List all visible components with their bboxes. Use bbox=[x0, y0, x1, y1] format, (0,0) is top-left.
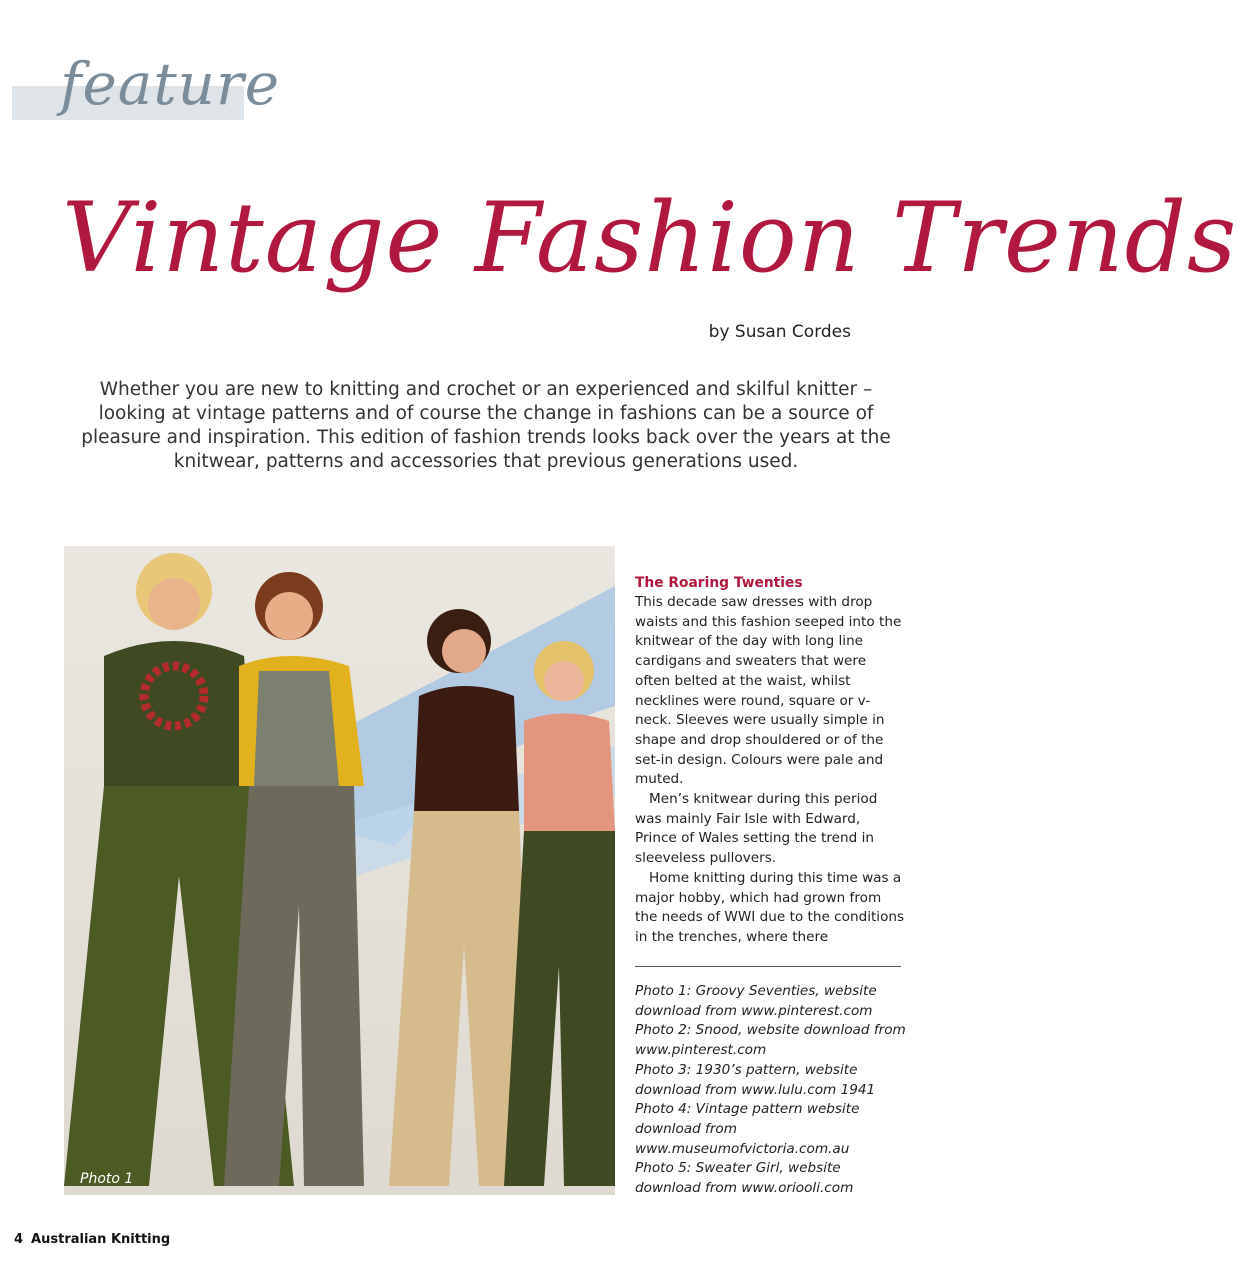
caption-item: Photo 3: 1930’s pattern, website download from www.lulu.com 1941 bbox=[635, 1061, 876, 1098]
page-number: 4 bbox=[14, 1232, 24, 1247]
page-title: Vintage Fashion Trends bbox=[62, 182, 1237, 294]
fashion-photo bbox=[64, 546, 615, 1195]
page-footer bbox=[14, 1232, 170, 1247]
photo-captions bbox=[635, 982, 907, 1199]
caption-item: Photo 2: Snood, website download from www.pinterest.com bbox=[635, 1022, 906, 1059]
article-heading: The Roaring Twenties bbox=[635, 575, 803, 591]
byline: by Susan Cordes bbox=[708, 322, 851, 342]
caption-item: Photo 4: Vintage pattern website download from www.museumofvictoria.com.au bbox=[635, 1101, 860, 1157]
article-paragraph: Home knitting during this time was a major hobby, which had grown from the needs of WWI due to the conditions in the trenches, where there bbox=[635, 869, 905, 945]
article-paragraph: Men’s knitwear during this period was mainly Fair Isle with Edward, Prince of Wales setting the trend in sleeveless pullovers. bbox=[635, 791, 878, 867]
section-label: feature bbox=[60, 50, 281, 118]
seventies-fashion-illustration bbox=[64, 546, 615, 1195]
photo-label: Photo 1 bbox=[80, 1171, 134, 1187]
caption-item: Photo 5: Sweater Girl, website download from www.oriooli.com bbox=[635, 1160, 854, 1197]
article-column bbox=[635, 573, 905, 948]
publication-name: Australian Knitting bbox=[31, 1232, 171, 1247]
intro-paragraph: Whether you are new to knitting and crochet or an experienced and skilful knitter – looking at vintage patterns and of course the change in fashions can be a source of pleasure and inspiration. This edition of fashion trends looks back over the years at the knitwear, patterns and accessories that previous generations used. bbox=[81, 379, 891, 472]
caption-item: Photo 1: Groovy Seventies, website download from www.pinterest.com bbox=[635, 983, 877, 1019]
divider bbox=[635, 966, 901, 967]
article-paragraph: This decade saw dresses with drop waists and this fashion seeped into the knitwear of the day with long line cardigans and sweaters that were often belted at the waist, whilst necklines were round, square or v-neck. Sleeves were usually simple in shape and drop shouldered or of the set-in design. Colours were pale and muted. bbox=[635, 594, 902, 788]
